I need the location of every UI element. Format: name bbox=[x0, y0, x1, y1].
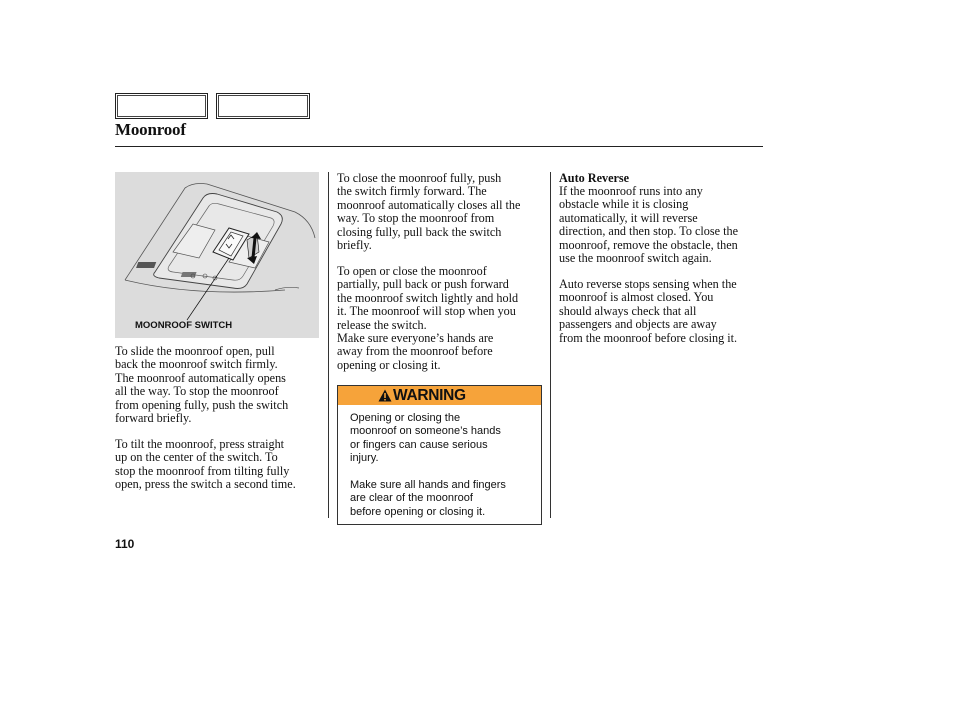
warning-triangle-icon bbox=[378, 389, 392, 402]
warning-hazard-text: Opening or closing the moonroof on someone’s hands or fingers can cause serious injury. bbox=[350, 412, 501, 465]
auto-reverse-paragraph: If the moonroof runs into any obstacle while it is closing automatically, it will reverse direction, and then stop. To close the moonroof, remove the obstacle, then use the moonroof switch again. bbox=[559, 184, 738, 266]
moonroof-switch-figure bbox=[115, 172, 319, 338]
page-number: 110 bbox=[115, 537, 135, 551]
warning-box bbox=[337, 385, 542, 525]
warning-instruction-text: Make sure all hands and fingers are clear of the moonroof before opening or closing it. bbox=[350, 479, 506, 518]
auto-reverse-limit-paragraph: Auto reverse stops sensing when the moonroof is almost closed. You should always check that all passengers and objects are away from the moonroof before closing it. bbox=[559, 277, 738, 345]
warning-header bbox=[338, 386, 541, 405]
column-divider-1 bbox=[328, 172, 329, 518]
section-tab-1[interactable] bbox=[115, 93, 208, 119]
overhead-console-illustration bbox=[115, 172, 319, 338]
column-divider-2 bbox=[550, 172, 551, 518]
section-tab-2[interactable] bbox=[216, 93, 310, 119]
auto-reverse-heading: Auto Reverse bbox=[559, 171, 630, 185]
slide-open-paragraph: To slide the moonroof open, pull back the moonroof switch firmly. The moonroof automatically opens all the way. To stop the moonroof from opening fully, push the switch forward briefly. bbox=[115, 344, 289, 426]
figure-label: MOONROOF SWITCH bbox=[135, 320, 233, 331]
partial-open-close-paragraph: To open or close the moonroof partially, pull back or push forward the moonroof switch lightly and hold it. The moonroof will stop when you release the switch. Make sure everyone’s hands are away from the moonroof before opening or closing it. bbox=[337, 264, 519, 372]
tilt-paragraph: To tilt the moonroof, press straight up on the center of the switch. To stop the moonroof from tilting fully open, press the switch a second time. bbox=[115, 437, 296, 492]
page-title: Moonroof bbox=[115, 120, 186, 139]
warning-title: WARNING bbox=[393, 387, 466, 404]
close-fully-paragraph: To close the moonroof fully, push the switch firmly forward. The moonroof automatically closes all the way. To stop the moonroof from closing fully, pull back the switch briefly. bbox=[337, 171, 521, 253]
title-divider bbox=[115, 146, 763, 147]
